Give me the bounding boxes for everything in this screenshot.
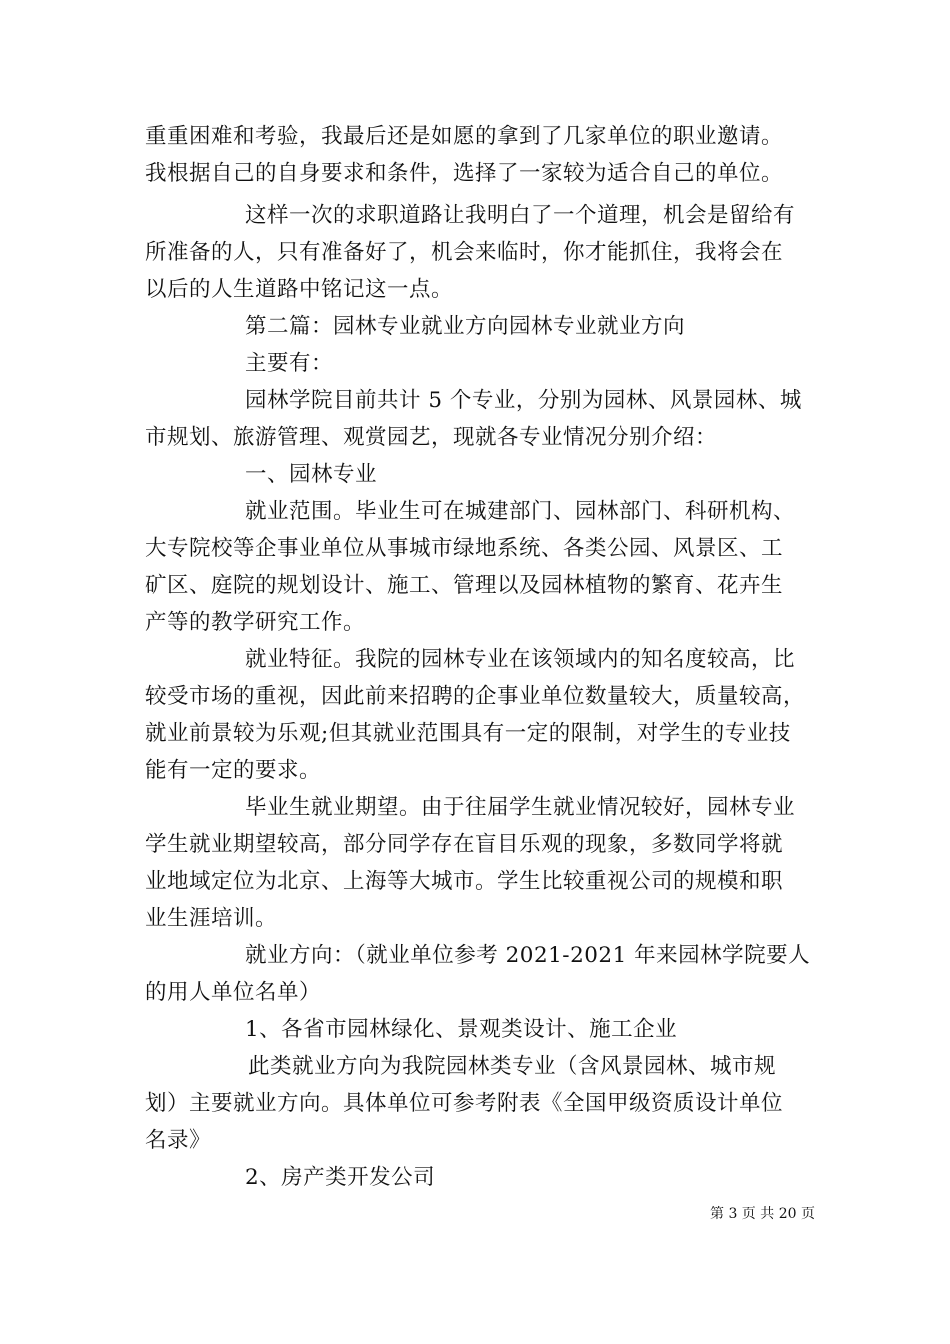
text-line: 园林学院目前共计 5 个专业，分别为园林、风景园林、城	[245, 388, 802, 413]
list-item-heading: 1、各省市园林绿化、景观类设计、施工企业	[245, 1017, 678, 1042]
text-line: 主要有：	[245, 351, 334, 376]
text-line: 较受市场的重视，因此前来招聘的企事业单位数量较大，质量较高，	[145, 684, 806, 709]
text-line: 这样一次的求职道路让我明白了一个道理，机会是留给有	[245, 203, 796, 228]
text-line: 划）主要就业方向。具体单位可参考附表《全国甲级资质设计单位	[145, 1091, 784, 1116]
text-line: 就业范围。毕业生可在城建部门、园林部门、科研机构、	[245, 499, 796, 524]
list-item-heading: 2、房产类开发公司	[245, 1165, 436, 1190]
text-line: 产等的教学研究工作。	[145, 610, 366, 635]
text-line: 大专院校等企事业单位从事城市绿地系统、各类公园、风景区、工	[145, 536, 784, 561]
text-line: 业地域定位为北京、上海等大城市。学生比较重视公司的规模和职	[145, 869, 784, 894]
text-line: 的用人单位名单）	[145, 980, 322, 1005]
text-line: 名录》	[145, 1128, 212, 1153]
section-heading: 第二篇：园林专业就业方向园林专业就业方向	[245, 314, 686, 339]
text-line: 业生涯培训。	[145, 906, 278, 931]
text-line: 学生就业期望较高，部分同学存在盲目乐观的现象，多数同学将就	[145, 832, 784, 857]
page-number-footer: 第 3 页 共 20 页	[710, 1206, 815, 1222]
text-line: 以后的人生道路中铭记这一点。	[145, 277, 454, 302]
subsection-heading: 一、园林专业	[245, 462, 378, 487]
text-line: 就业前景较为乐观;但其就业范围具有一定的限制，对学生的专业技	[145, 721, 791, 746]
text-line: 就业方向：（就业单位参考 2021-2021 年来园林学院要人	[245, 943, 811, 968]
text-line: 毕业生就业期望。由于往届学生就业情况较好，园林专业	[245, 795, 796, 820]
text-line: 此类就业方向为我院园林类专业（含风景园林、城市规	[248, 1054, 777, 1079]
text-line: 重重困难和考验，我最后还是如愿的拿到了几家单位的职业邀请。	[145, 124, 784, 149]
text-line: 就业特征。我院的园林专业在该领域内的知名度较高，比	[245, 647, 796, 672]
text-line: 我根据自己的自身要求和条件，选择了一家较为适合自己的单位。	[145, 161, 784, 186]
text-line: 市规划、旅游管理、观赏园艺，现就各专业情况分别介绍：	[145, 425, 718, 450]
text-line: 能有一定的要求。	[145, 758, 322, 783]
text-line: 所准备的人，只有准备好了，机会来临时，你才能抓住，我将会在	[145, 240, 784, 265]
text-line: 矿区、庭院的规划设计、施工、管理以及园林植物的繁育、花卉生	[145, 573, 784, 598]
